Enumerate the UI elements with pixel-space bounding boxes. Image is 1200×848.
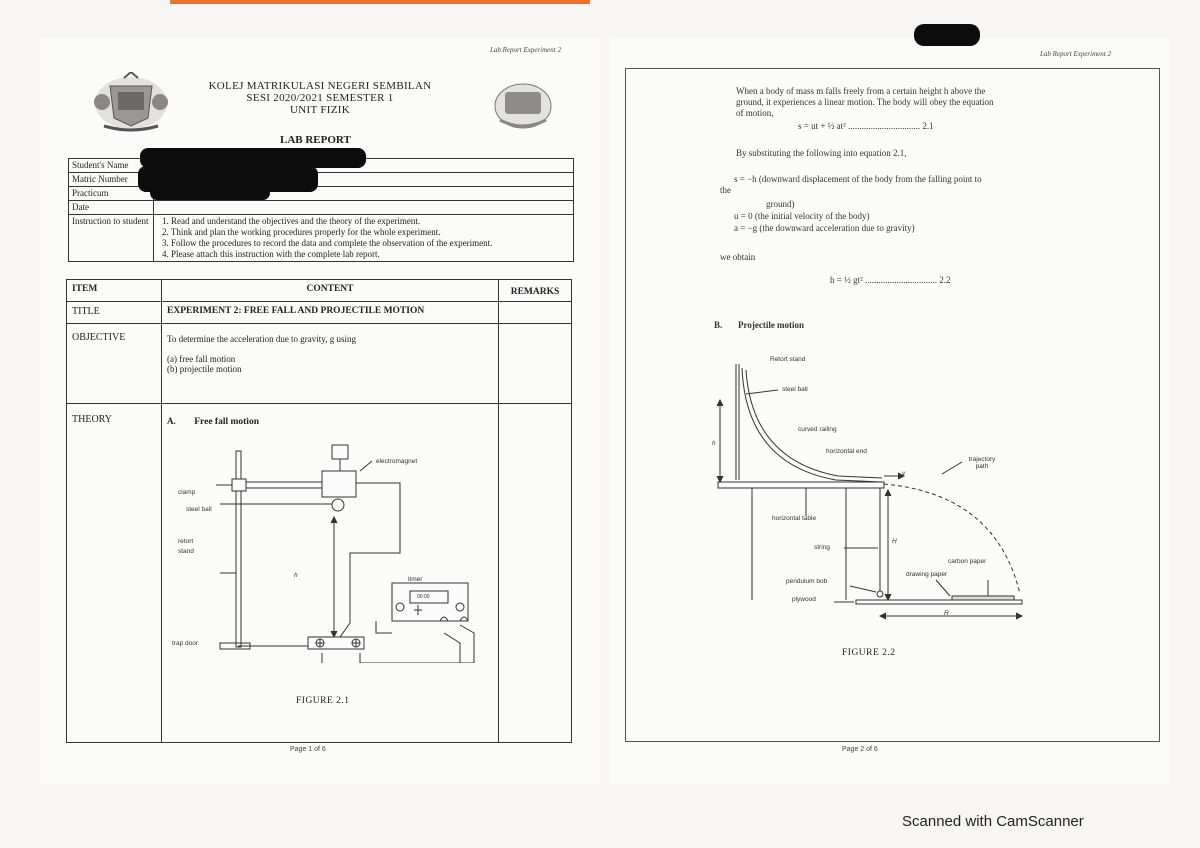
instruction-item: 2. Think and plan the working procedures properly for the whole experiment. [162, 227, 441, 237]
substitution-s-ground: ground) [766, 199, 795, 209]
label-steel-ball: steel ball [782, 386, 808, 393]
title-value: EXPERIMENT 2: FREE FALL AND PROJECTILE MOTION [162, 302, 499, 324]
page-header: Lab Report Experiment 2 [1040, 50, 1111, 58]
objective-item: (b) projectile motion [167, 364, 242, 374]
label-velocity: v [902, 470, 906, 477]
label-curved-railing: curved railing [798, 426, 837, 433]
label-carbon-paper: carbon paper [948, 558, 987, 565]
item-header: ITEM [67, 280, 162, 302]
unit-name: UNIT FIZIK [290, 104, 350, 116]
college-header [190, 80, 450, 116]
page-1 [40, 38, 600, 783]
info-label: Date [69, 201, 154, 215]
info-row [69, 201, 574, 215]
scan-top-strip [170, 0, 590, 4]
timer-display: 00:00 [417, 594, 430, 600]
instruction-item: 4. Please attach this instruction with the complete lab report. [162, 249, 380, 259]
section-a-letter: A. [167, 416, 176, 426]
label-height-H: H [892, 538, 897, 545]
substitution-s: s = −h (downward displacement of the body from the falling point to [734, 174, 982, 184]
label-h-small: h [712, 440, 716, 447]
redaction-block [914, 24, 980, 46]
label-h: h [294, 572, 298, 579]
label-clamp: clamp [178, 489, 196, 496]
page-header: Lab Report Experiment 2 [490, 46, 561, 54]
label-drawing-paper: drawing paper [906, 571, 948, 578]
content-header: CONTENT [162, 280, 499, 302]
label-retort: retort [178, 538, 194, 545]
college-seal-emblem [492, 80, 554, 136]
substitution-intro: By substituting the following into equation 2.1, [736, 148, 907, 158]
section-a-title: Free fall motion [194, 417, 259, 427]
substitution-u: u = 0 (the initial velocity of the body) [734, 211, 870, 221]
label-trap-door: trap door [172, 640, 199, 647]
remarks-header: REMARKS [499, 280, 572, 302]
label-string: string [814, 544, 830, 551]
instruction-item: 1. Read and understand the objectives and the theory of the experiment. [162, 216, 421, 226]
info-label: Student's Name [69, 159, 154, 173]
body-text-line: of motion, [736, 108, 774, 118]
malaysia-coat-of-arms-emblem [90, 72, 172, 134]
objective-label: OBJECTIVE [67, 324, 162, 404]
figure-2-2-caption: FIGURE 2.2 [842, 648, 896, 658]
info-label: Practicum [69, 187, 154, 201]
remarks-cell [499, 404, 572, 743]
theory-label: THEORY [67, 404, 162, 743]
page-footer: Page 2 of 6 [842, 746, 878, 753]
equation-2-2: h = ½ gt² ................................ 2.2 [830, 275, 951, 285]
title-row [67, 302, 572, 324]
projectile-apparatus-diagram [706, 354, 1036, 624]
session-semester: SESI 2020/2021 SEMESTER 1 [246, 92, 394, 104]
substitution-s-cont: the [720, 185, 731, 195]
label-timer: timer [408, 576, 423, 583]
college-name: KOLEJ MATRIKULASI NEGERI SEMBILAN [208, 80, 432, 92]
remarks-cell [499, 324, 572, 404]
instruction-list [154, 215, 574, 262]
camscanner-watermark: Scanned with CamScanner [902, 813, 1084, 830]
redaction-block [140, 148, 366, 168]
info-label: Matric Number [69, 173, 154, 187]
section-b-letter: B. [714, 320, 723, 330]
body-text-line: ground, it experiences a linear motion. The body will obey the equation [736, 97, 994, 107]
redaction-block [150, 186, 270, 200]
label-steel-ball: steel ball [186, 506, 212, 513]
label-trajectory-path: trajectory path [968, 456, 996, 470]
section-b-title: Projectile motion [738, 320, 805, 330]
instruction-row [69, 215, 574, 262]
label-horizontal-end: horizontal end [826, 448, 867, 455]
objective-item: (a) free fall motion [167, 354, 236, 364]
label-horizontal-table: horizontal table [772, 515, 817, 522]
label-stand: stand [178, 548, 194, 555]
page-footer: Page 1 of 6 [290, 746, 326, 753]
equation-2-1: s = ut + ½ at² ................................ 2.1 [798, 121, 934, 131]
label-electromagnet: electromagnet [376, 458, 418, 465]
remarks-cell [499, 302, 572, 324]
objective-text: To determine the acceleration due to gravity, g using [167, 334, 356, 344]
label-retort-stand: Retort stand [770, 356, 806, 363]
info-value [154, 201, 574, 215]
figure-2-1-caption: FIGURE 2.1 [296, 696, 350, 706]
label-pendulum-bob: pendulum bob [786, 578, 828, 585]
table-header-row [67, 280, 572, 302]
page-2 [610, 38, 1170, 783]
title-label: TITLE [67, 302, 162, 324]
objective-content [162, 324, 499, 404]
report-title: LAB REPORT [280, 134, 351, 146]
objective-row [67, 324, 572, 404]
label-plywood: plywood [792, 596, 816, 603]
instruction-item: 3. Follow the procedures to record the data and complete the observation of the experiment. [162, 238, 493, 248]
body-text-line: When a body of mass m falls freely from a certain height h above the [736, 86, 986, 96]
we-obtain: we obtain [720, 252, 756, 262]
label-range-R: R [944, 610, 949, 617]
instruction-label: Instruction to student [69, 215, 154, 262]
substitution-a: a = −g (the downward acceleration due to gravity) [734, 223, 915, 233]
free-fall-apparatus-diagram [160, 443, 480, 663]
